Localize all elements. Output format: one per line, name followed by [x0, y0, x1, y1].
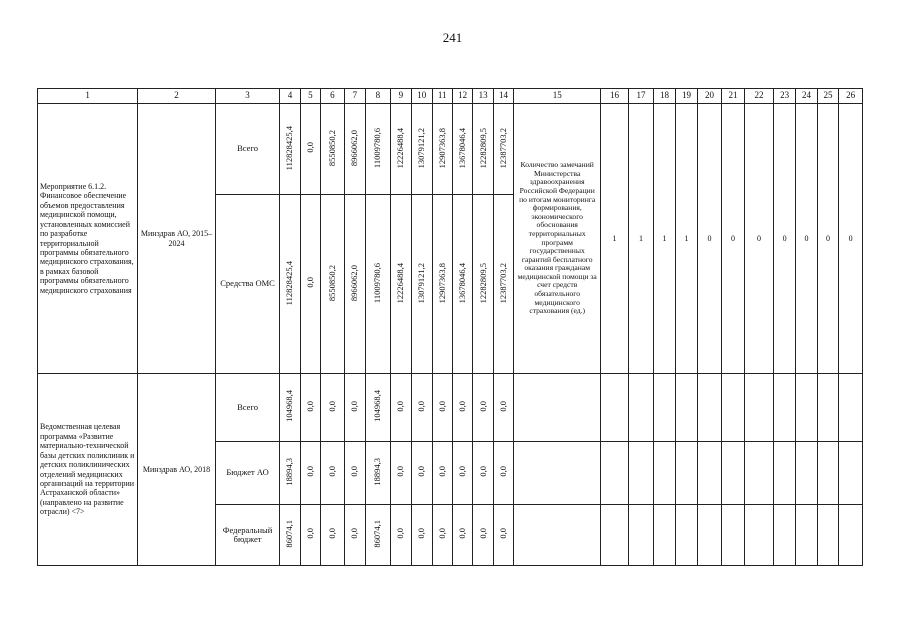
cell-value: 0,0 [304, 466, 315, 478]
cell-value: 0,0 [349, 400, 360, 412]
empty-cell [773, 442, 795, 505]
value-cell [300, 195, 320, 374]
column-header: 6 [321, 89, 345, 104]
value-cell [280, 195, 300, 374]
empty-cell [721, 505, 745, 566]
value-cell [452, 195, 472, 374]
measure-executor: Минздрав АО, 2015–2024 [138, 104, 216, 374]
column-header: 16 [601, 89, 629, 104]
value-cell [390, 442, 411, 505]
cell-value: 86074,1 [284, 519, 295, 548]
empty-cell [839, 442, 863, 505]
cell-value: 8550850,2 [326, 129, 337, 166]
value-cell [366, 195, 391, 374]
column-header: 3 [215, 89, 279, 104]
value-cell [344, 505, 365, 566]
value-cell [344, 374, 365, 442]
funding-source: Всего [215, 374, 279, 442]
empty-cell [817, 374, 838, 442]
empty-cell [745, 442, 774, 505]
value-cell [412, 195, 432, 374]
value-cell [300, 442, 320, 505]
cell-value: 0,0 [395, 400, 406, 412]
cell-value: 12226488,4 [395, 262, 406, 303]
value-cell [473, 374, 493, 442]
value-cell [390, 505, 411, 566]
column-header: 14 [493, 89, 513, 104]
cell-value: 0,0 [326, 466, 337, 478]
indicator-value: 0 [721, 104, 745, 374]
empty-cell [721, 374, 745, 442]
cell-value: 112828425,4 [284, 125, 295, 170]
cell-value: 18894,3 [284, 457, 295, 486]
empty-cell [773, 374, 795, 442]
cell-value: 104968,4 [372, 390, 383, 423]
column-header: 23 [773, 89, 795, 104]
cell-value: 0,0 [326, 400, 337, 412]
value-cell [432, 195, 452, 374]
cell-value: 0,0 [477, 400, 488, 412]
empty-cell [796, 374, 817, 442]
empty-cell [628, 374, 654, 442]
column-header: 1 [38, 89, 138, 104]
value-cell [344, 104, 365, 195]
cell-value: 0,0 [477, 466, 488, 478]
empty-cell [796, 442, 817, 505]
measure-name: Ведомственная целевая программа «Развитие материально-технической базы детских поликлиник и детских поликлинических отделений медицинских организаций на территории Астраханской области» (направлено на развитие отрасли) <7> [38, 374, 138, 566]
cell-value: 11009780,6 [372, 127, 383, 168]
empty-cell [654, 374, 675, 442]
cell-value: 12387703,2 [498, 127, 509, 168]
empty-cell [514, 374, 601, 442]
cell-value: 18894,3 [372, 457, 383, 486]
indicator-value: 0 [698, 104, 722, 374]
cell-value: 0,0 [436, 400, 447, 412]
value-cell [493, 505, 513, 566]
cell-value: 0,0 [349, 528, 360, 540]
column-header: 24 [796, 89, 817, 104]
column-header: 13 [473, 89, 493, 104]
cell-value: 0,0 [457, 466, 468, 478]
cell-value: 104968,4 [284, 390, 295, 423]
empty-cell [817, 505, 838, 566]
value-cell [280, 374, 300, 442]
value-cell [390, 104, 411, 195]
funding-source: Средства ОМС [215, 195, 279, 374]
value-cell [412, 104, 432, 195]
cell-value: 0,0 [457, 400, 468, 412]
cell-value: 0,0 [326, 528, 337, 540]
table-row [38, 104, 863, 195]
indicator-name: Количество замечаний Министерства здравоохранения Российской Федерации по итогам мониторинга формирования, экономического обоснования территориальных программ государственных гарантий бесплатного оказания гражданам медицинской помощи за счет средств обязательного медицинского страхования (ед.) [514, 104, 601, 374]
value-cell [432, 442, 452, 505]
column-header: 20 [698, 89, 722, 104]
cell-value: 12282809,5 [477, 127, 488, 168]
indicator-value: 0 [796, 104, 817, 374]
value-cell [473, 195, 493, 374]
cell-value: 8550850,2 [326, 264, 337, 301]
cell-value: 11009780,6 [372, 262, 383, 303]
empty-cell [514, 505, 601, 566]
cell-value: 0,0 [304, 528, 315, 540]
value-cell [473, 442, 493, 505]
value-cell [493, 195, 513, 374]
cell-value: 13678046,4 [457, 262, 468, 303]
column-header: 9 [390, 89, 411, 104]
cell-value: 0,0 [304, 400, 315, 412]
cell-value: 0,0 [304, 142, 315, 154]
cell-value: 0,0 [436, 466, 447, 478]
column-header: 7 [344, 89, 365, 104]
value-cell [473, 104, 493, 195]
indicator-value: 0 [817, 104, 838, 374]
value-cell [321, 104, 345, 195]
column-header: 11 [432, 89, 452, 104]
empty-cell [601, 374, 629, 442]
value-cell [321, 505, 345, 566]
column-header: 8 [366, 89, 391, 104]
value-cell [344, 442, 365, 505]
empty-cell [745, 374, 774, 442]
indicator-value: 0 [773, 104, 795, 374]
column-header: 19 [675, 89, 697, 104]
cell-value: 13079121,2 [416, 127, 427, 168]
empty-cell [817, 442, 838, 505]
value-cell [432, 505, 452, 566]
empty-cell [698, 442, 722, 505]
indicator-value: 1 [628, 104, 654, 374]
value-cell [280, 505, 300, 566]
column-header: 4 [280, 89, 300, 104]
column-header: 2 [138, 89, 216, 104]
funding-source: Бюджет АО [215, 442, 279, 505]
header-row [38, 89, 863, 104]
value-cell [321, 442, 345, 505]
funding-source: Всего [215, 104, 279, 195]
value-cell [300, 374, 320, 442]
column-header: 18 [654, 89, 675, 104]
indicator-value: 1 [675, 104, 697, 374]
indicator-value: 1 [654, 104, 675, 374]
column-header: 26 [839, 89, 863, 104]
empty-cell [796, 505, 817, 566]
cell-value: 0,0 [457, 528, 468, 540]
cell-value: 0,0 [498, 400, 509, 412]
cell-value: 12282809,5 [477, 262, 488, 303]
value-cell [452, 374, 472, 442]
column-header: 10 [412, 89, 432, 104]
column-header: 25 [817, 89, 838, 104]
cell-value: 0,0 [416, 466, 427, 478]
value-cell [300, 104, 320, 195]
value-cell [412, 505, 432, 566]
value-cell [452, 505, 472, 566]
measure-executor: Минздрав АО, 2018 [138, 374, 216, 566]
cell-value: 12907363,8 [436, 262, 447, 303]
column-header: 21 [721, 89, 745, 104]
cell-value: 12387703,2 [498, 262, 509, 303]
value-cell [390, 195, 411, 374]
cell-value: 12226488,4 [395, 127, 406, 168]
value-cell [493, 104, 513, 195]
cell-value: 12907363,8 [436, 127, 447, 168]
cell-value: 0,0 [498, 466, 509, 478]
measure-name: Мероприятие 6.1.2. Финансовое обеспечение объемов предоставления медицинской помощи, установленных комиссией по разработке территориальной программы обязательного медицинского страхования, в рамках базовой программы обязательного медицинского страхования [38, 104, 138, 374]
empty-cell [698, 374, 722, 442]
table-row [38, 374, 863, 442]
empty-cell [675, 442, 697, 505]
column-header: 22 [745, 89, 774, 104]
table-body [38, 89, 863, 566]
cell-value: 0,0 [477, 528, 488, 540]
empty-cell [601, 505, 629, 566]
cell-value: 0,0 [416, 528, 427, 540]
empty-cell [698, 505, 722, 566]
cell-value: 86074,1 [372, 519, 383, 548]
empty-cell [601, 442, 629, 505]
column-header: 5 [300, 89, 320, 104]
cell-value: 0,0 [498, 528, 509, 540]
empty-cell [514, 442, 601, 505]
cell-value: 0,0 [395, 528, 406, 540]
value-cell [432, 104, 452, 195]
value-cell [390, 374, 411, 442]
value-cell [412, 374, 432, 442]
indicator-value: 1 [601, 104, 629, 374]
cell-value: 0,0 [416, 400, 427, 412]
cell-value: 112828425,4 [284, 260, 295, 305]
empty-cell [675, 374, 697, 442]
value-cell [452, 104, 472, 195]
value-cell [280, 104, 300, 195]
value-cell [412, 442, 432, 505]
value-cell [366, 104, 391, 195]
cell-value: 0,0 [395, 466, 406, 478]
empty-cell [654, 505, 675, 566]
value-cell [452, 442, 472, 505]
column-header: 15 [514, 89, 601, 104]
value-cell [493, 374, 513, 442]
empty-cell [773, 505, 795, 566]
empty-cell [628, 505, 654, 566]
cell-value: 13079121,2 [416, 262, 427, 303]
program-table [37, 88, 863, 566]
indicator-value: 0 [745, 104, 774, 374]
value-cell [366, 374, 391, 442]
value-cell [493, 442, 513, 505]
value-cell [321, 195, 345, 374]
funding-source: Федеральный бюджет [215, 505, 279, 566]
value-cell [366, 505, 391, 566]
column-header: 12 [452, 89, 472, 104]
empty-cell [745, 505, 774, 566]
cell-value: 0,0 [349, 466, 360, 478]
cell-value: 13678046,4 [457, 127, 468, 168]
empty-cell [628, 442, 654, 505]
empty-cell [675, 505, 697, 566]
value-cell [280, 442, 300, 505]
empty-cell [839, 505, 863, 566]
value-cell [473, 505, 493, 566]
empty-cell [839, 374, 863, 442]
column-header: 17 [628, 89, 654, 104]
cell-value: 8966062,0 [349, 264, 360, 301]
empty-cell [721, 442, 745, 505]
value-cell [344, 195, 365, 374]
empty-cell [654, 442, 675, 505]
cell-value: 8966062,0 [349, 129, 360, 166]
cell-value: 0,0 [436, 528, 447, 540]
indicator-value: 0 [839, 104, 863, 374]
page-number: 241 [442, 30, 463, 45]
value-cell [321, 374, 345, 442]
value-cell [366, 442, 391, 505]
value-cell [300, 505, 320, 566]
cell-value: 0,0 [304, 277, 315, 289]
value-cell [432, 374, 452, 442]
